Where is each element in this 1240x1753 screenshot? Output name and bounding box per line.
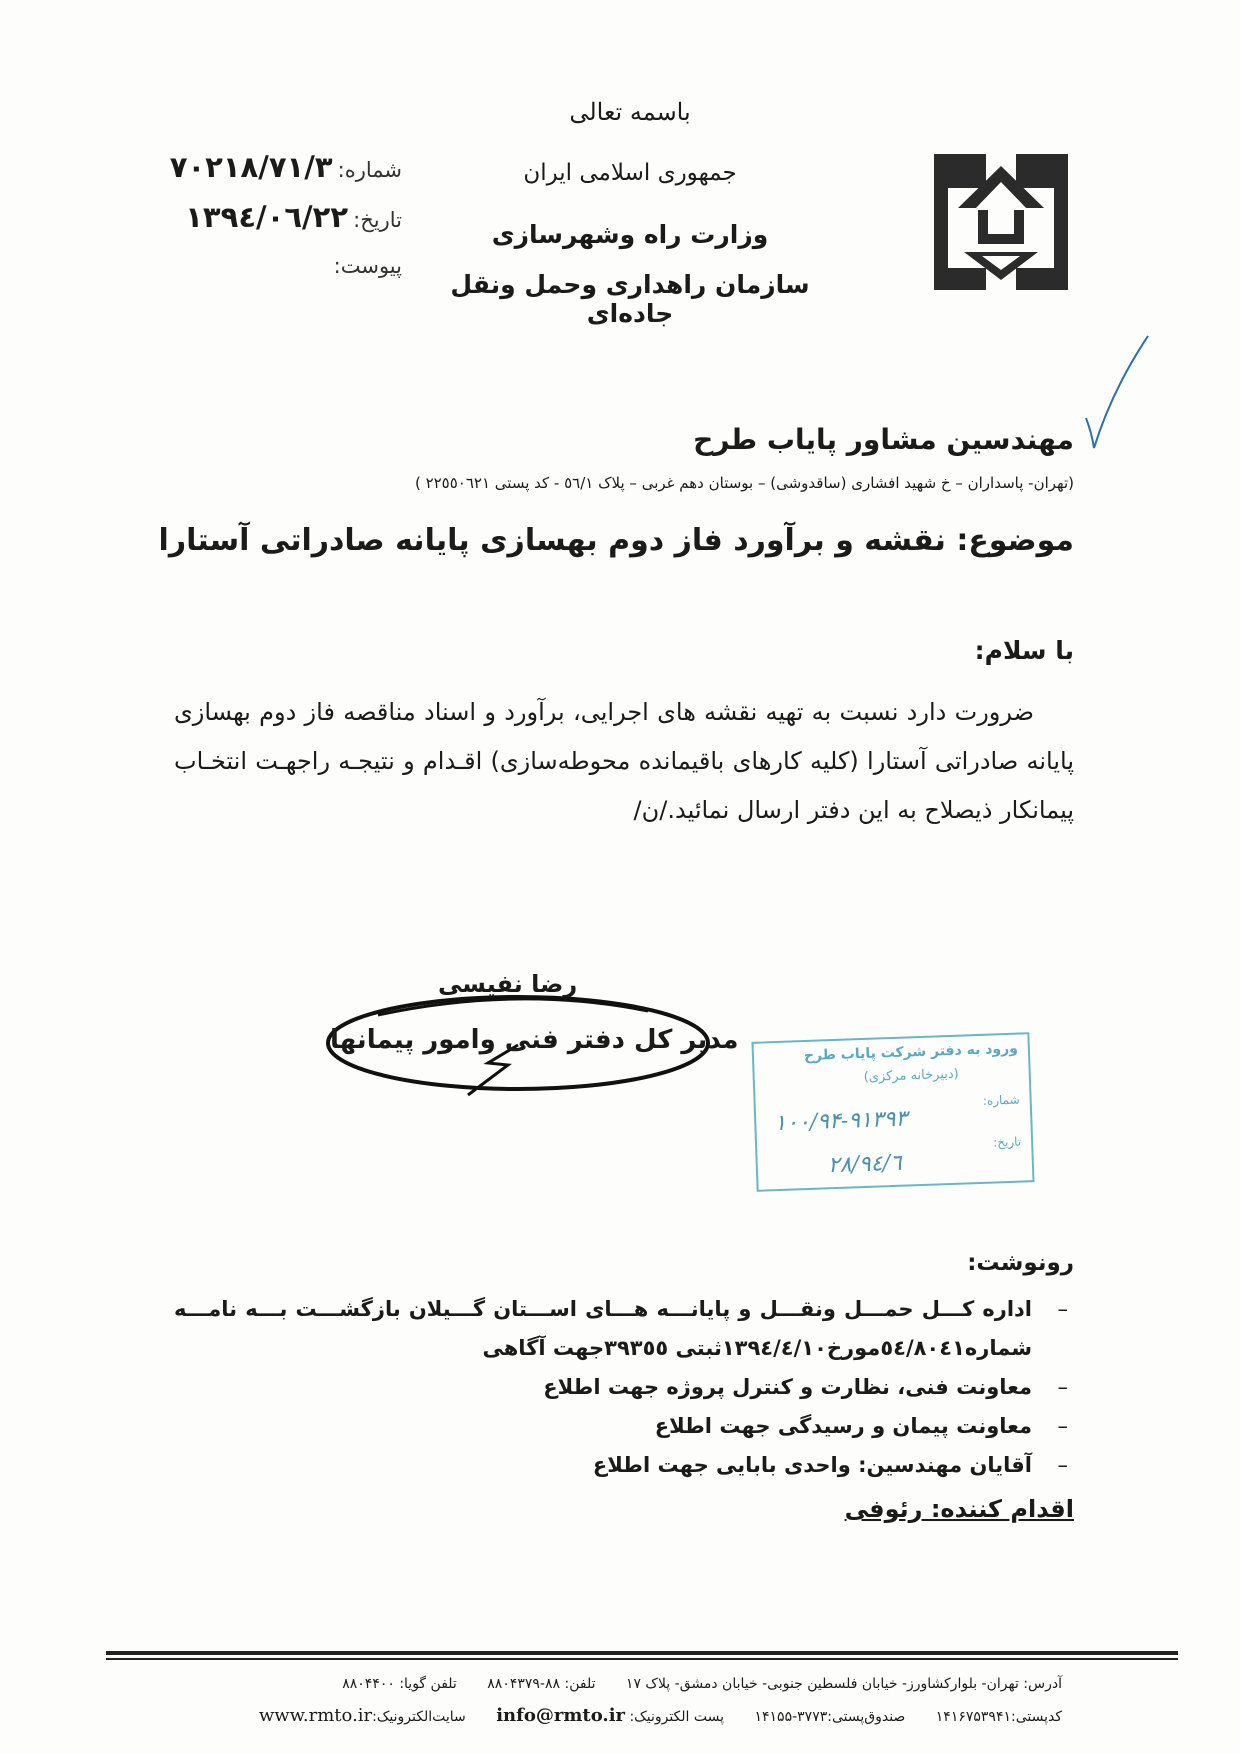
number-label: شماره: [337,158,402,182]
letter-date [185,200,402,234]
signatory-title: مدیر کل دفتر فنی وامور پیمانها [330,1025,739,1055]
letter-number [170,150,402,184]
ministry-name: وزارت راه وشهرسازی [491,220,769,249]
footer-contact-line [316,1676,1062,1692]
footer-email-label: پست الکترونیک: [629,1709,725,1725]
action-officer: اقدام کننده: رئوفی [844,1495,1074,1523]
letter-attachment [334,254,402,278]
receipt-stamp [751,1032,1034,1192]
cc-item: – آقایان مهندسین: واحدی بابایی جهت اطلاع [174,1446,1074,1485]
date-label: تاریخ: [353,208,402,232]
footer-website [258,1705,466,1726]
website-link[interactable]: www.rmto.ir [258,1705,373,1726]
signatory-name: رضا نفیسی [438,970,578,998]
date-value: ۱۳۹٤/۰٦/۲۲ [185,200,349,234]
organization-logo [926,148,1076,296]
cc-list [174,1290,1074,1485]
email-link[interactable]: info@rmto.ir [496,1705,626,1726]
number-value: ۷۰۲۱۸/۷۱/۳ [169,150,333,184]
stamp-number-label: شماره: [982,1092,1020,1108]
check-mark-icon [1082,330,1152,450]
cc-item: – معاونت فنی، نظارت و کنترل پروژه جهت اطلاع [174,1368,1074,1407]
cc-item: – معاونت پیمان و رسیدگی جهت اطلاع [174,1407,1074,1446]
attachment-label: پیوست: [333,254,402,278]
footer-rule-thin [106,1658,1178,1660]
footer-website-label: سایت‌الکترونیک: [372,1709,466,1725]
stamp-date-label: تاریخ: [992,1134,1022,1150]
footer-postal-code: کدپستی:۱۴۱۶۷۵۳۹۴۱ [935,1709,1062,1725]
stamp-subtitle: (دبیرخانه مرکزی) [863,1066,959,1085]
greeting: با سلام: [974,636,1074,665]
country-name: جمهوری اسلامی ایران [523,160,737,186]
footer-address: آدرس: تهران- بلوارکشاورز- خیابان فلسطین جنوبی- خیابان دمشق- پلاک ۱۷ [625,1676,1062,1692]
invocation-text: باسمه تعالی [569,98,691,126]
letter-subject: موضوع: نقشه و برآورد فاز دوم بهسازی پایانه صادراتی آستارا [158,523,1074,558]
footer-email [492,1705,725,1726]
footer-po-box: صندوق‌پستی:۳۷۷۳-۱۴۱۵۵ [754,1709,906,1725]
footer-phone: تلفن: ۸۸-۸۸۰۴۳۷۹ [487,1676,596,1692]
recipient-address: (تهران- پاسداران – خ شهید افشاری (ساقدوشی) – بوستان دهم غربی – پلاک ٥٦/١ - کد پستی ٢٢٥٥٠٦٢١ ) [414,474,1074,492]
organization-name: سازمان راهداری وحمل ونقل جاده‌ای [450,270,810,328]
footer-postal-line [233,1705,1062,1726]
footer-rule [106,1651,1178,1655]
stamp-number-value: ۱۰۰/۹۴-۹۱۳۹۳ [773,1106,908,1137]
recipient-name: مهندسین مشاور پایاب طرح [693,423,1074,456]
footer-voice-phone: تلفن گویا: ۸۸۰۴۴۰۰ [342,1676,457,1692]
cc-item: – اداره کـــل حمـــل ونقـــل و پایانـــه هـــای اســـتان گـــیلان بازگشـــت بـــه نامـــه شماره٥٤/٨٠٤١مورخ١٣٩٤/٤/١٠ثبتی ٣٩٣٥٥جهت آگاهی [174,1290,1074,1368]
letter-body [174,688,1074,835]
stamp-date-value: ۹٤/٦/۲۸ [827,1150,903,1179]
body-paragraph: ضرورت دارد نسبت به تهیه نقشه های اجرایی، برآورد و اسناد مناقصه فاز دوم بهسازی پایانه صادراتی آستارا (کلیه کارهای باقیمانده محوطه‌سازی) اقـدام و نتیجـه راجهـت انتخـاب پیمانکار ذیصلاح به این دفتر ارسال نمائید./ن/ [174,698,1074,824]
cc-label: رونوشت: [967,1250,1074,1276]
stamp-title: ورود به دفتر شرکت پایاب طرح [803,1040,1019,1065]
